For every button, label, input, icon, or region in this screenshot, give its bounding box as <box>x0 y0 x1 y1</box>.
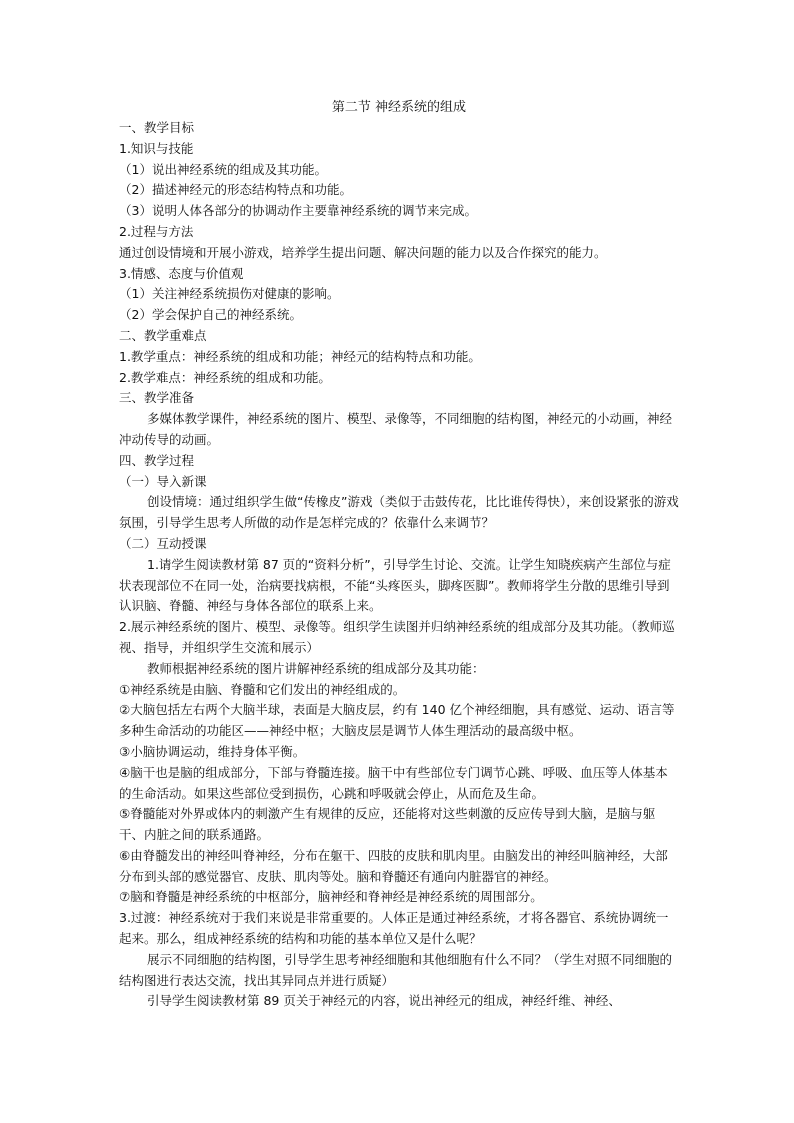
paragraph: 1.教学重点：神经系统的组成和功能；神经元的结构特点和功能。 <box>119 348 481 364</box>
paragraph: ②大脑包括左右两个大脑半球，表面是大脑皮层，约有 140 亿个神经细胞，具有感觉、运动、语言等多种生命活动的功能区——神经中枢；大脑皮层是调节人体生理活动的最高级中枢。 <box>119 702 675 739</box>
paragraph: （1）说出神经系统的组成及其功能。 <box>119 161 327 177</box>
paragraph: ⑦脑和脊髓是神经系统的中枢部分，脑神经和脊神经是神经系统的周围部分。 <box>119 889 543 905</box>
paragraph: 3.情感、态度与价值观 <box>119 265 244 281</box>
paragraph: 三、教学准备 <box>119 390 195 406</box>
paragraph: 1.请学生阅读教材第 87 页的“资料分析”，引导学生讨论、交流。让学生知晓疾病产生部位与症状表现部位不在同一处，治病要找病根，不能“头疼医头，脚疼医脚”。教师将学生分散的思维引导到认识脑、脊髓、神经与身体各部位的联系上来。 <box>119 556 671 614</box>
paragraph: （二）互动授课 <box>119 535 207 551</box>
paragraph: 2.过程与方法 <box>119 223 194 239</box>
document-body <box>119 118 679 1012</box>
paragraph: 2.展示神经系统的图片、模型、录像等。组织学生读图并归纳神经系统的组成部分及其功能。（教师巡视、指导，并组织学生交流和展示） <box>119 619 675 655</box>
document-title: 第二节 神经系统的组成 <box>331 100 467 115</box>
paragraph: （一）导入新课 <box>119 473 207 489</box>
paragraph: 展示不同细胞的结构图，引导学生思考神经细胞和其他细胞有什么不同？（学生对照不同细胞的结构图进行表达交流，找出其异同点并进行质疑） <box>119 951 673 988</box>
paragraph: 教师根据神经系统的图片讲解神经系统的组成部分及其功能： <box>147 660 485 676</box>
paragraph: 一、教学目标 <box>119 120 195 135</box>
paragraph: （3）说明人体各部分的协调动作主要靠神经系统的调节来完成。 <box>119 203 477 219</box>
paragraph: 多媒体教学课件，神经系统的图片、模型、录像等，不同细胞的结构图，神经元的小动画，神经冲动传导的动画。 <box>119 411 673 447</box>
paragraph: （2）学会保护自己的神经系统。 <box>119 307 302 323</box>
paragraph: ③小脑协调运动，维持身体平衡。 <box>119 743 306 759</box>
paragraph: ④脑干也是脑的组成部分，下部与脊髓连接。脑干中有些部位专门调节心跳、呼吸、血压等人体基本的生命活动。如果这些部位受到损伤，心跳和呼吸就会停止，从而危及生命。 <box>119 764 668 801</box>
paragraph: 3.过渡：神经系统对于我们来说是非常重要的。人体正是通过神经系统，才将各器官、系统协调统一起来。那么，组成神经系统的结构和功能的基本单位又是什么呢？ <box>119 910 669 947</box>
paragraph: （1）关注神经系统损伤对健康的影响。 <box>119 286 340 302</box>
paragraph: 引导学生阅读教材第 89 页关于神经元的内容，说出神经元的组成，神经纤维、神经、 <box>147 993 621 1009</box>
paragraph: 创设情境：通过组织学生做“传橡皮”游戏（类似于击鼓传花，比比谁传得快），来创设紧张的游戏氛围，引导学生思考人所做的动作是怎样完成的？依靠什么来调节？ <box>119 494 679 531</box>
paragraph: ⑤脊髓能对外界或体内的刺激产生有规律的反应，还能将对这些刺激的反应传导到大脑，是脑与躯干、内脏之间的联系通路。 <box>119 806 656 843</box>
paragraph: 2.教学难点：神经系统的组成和功能。 <box>119 369 331 385</box>
paragraph: （2）描述神经元的形态结构特点和功能。 <box>119 182 352 198</box>
document-page <box>119 98 679 1012</box>
paragraph: 1.知识与技能 <box>119 140 194 156</box>
paragraph: 通过创设情境和开展小游戏，培养学生提出问题、解决问题的能力以及合作探究的能力。 <box>119 244 607 260</box>
paragraph: ①神经系统是由脑、脊髓和它们发出的神经组成的。 <box>119 681 406 697</box>
paragraph: ⑥由脊髓发出的神经叫脊神经，分布在躯干、四肢的皮肤和肌肉里。由脑发出的神经叫脑神经，大部分布到头部的感觉器官、皮肤、肌肉等处。脑和脊髓还有通向内脏器官的神经。 <box>119 847 668 884</box>
paragraph: 二、教学重难点 <box>119 327 207 343</box>
paragraph: 四、教学过程 <box>119 452 195 468</box>
